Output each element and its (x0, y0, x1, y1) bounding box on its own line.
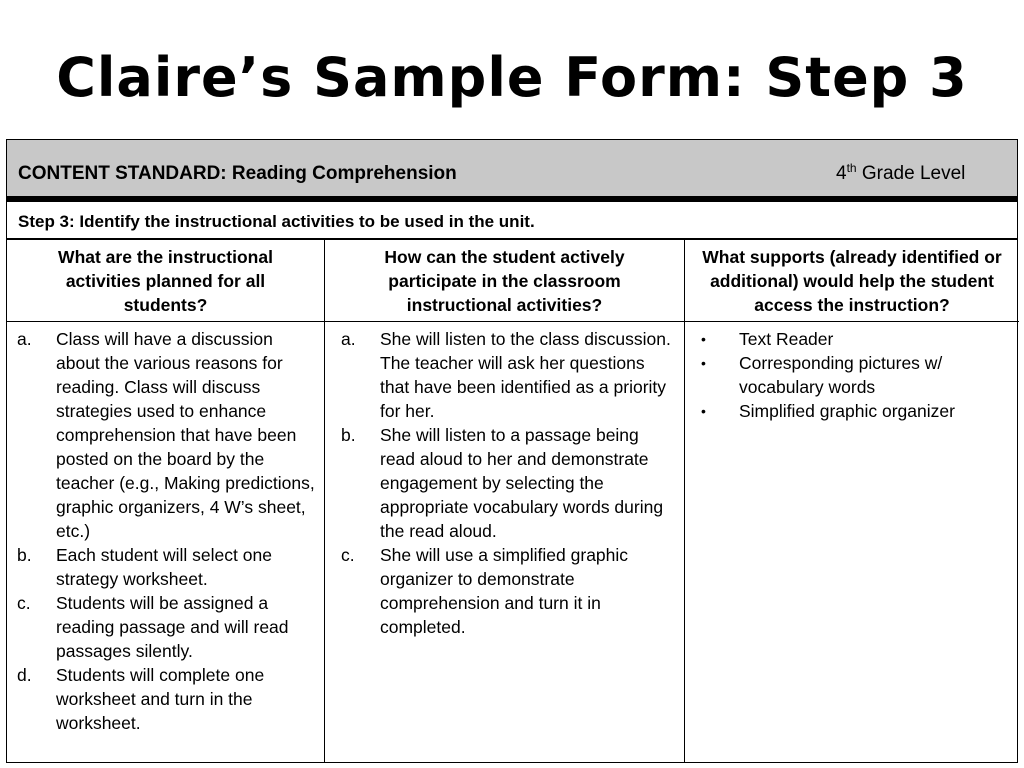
sample-form-table (6, 139, 1018, 763)
list-item-text: Text Reader (739, 329, 834, 349)
participation-column (324, 322, 684, 762)
list-item-text: She will listen to the class discussion. The teacher will ask her questions that have been identified as a priority for her. (380, 329, 671, 421)
list-item (685, 327, 1019, 351)
supports-list (685, 327, 1019, 423)
column-heading-participation: How can the student actively participate in the classroom instructional activities? (324, 240, 684, 322)
list-item-text: She will use a simplified graphic organizer to demonstrate comprehension and turn it in completed. (380, 545, 629, 637)
grade-ordinal-suffix: th (846, 161, 857, 175)
list-marker: c. (341, 545, 355, 565)
list-item-text: Students will be assigned a reading passage and will read passages silently. (56, 593, 289, 661)
bullet-icon: • (701, 403, 706, 419)
column-heading-activities: What are the instructional activities planned for all students? (7, 240, 324, 322)
list-item (7, 591, 324, 663)
page-title: Claire’s Sample Form: Step 3 (56, 46, 968, 109)
list-item (7, 327, 324, 543)
list-item (7, 663, 324, 735)
content-standard-label: CONTENT STANDARD: Reading Comprehension (18, 163, 457, 184)
activities-column (7, 322, 324, 762)
supports-column (684, 322, 1019, 762)
list-item-text: Class will have a discussion about the various reasons for reading. Class will discuss strategies used to enhance comprehension that have been posted on the board by the teacher (e.g., Making predictions, graphic organizers, 4 W’s sheet, etc.) (56, 329, 315, 541)
list-marker: b. (17, 545, 32, 565)
participation-list (325, 327, 684, 639)
list-item-text: Simplified graphic organizer (739, 401, 955, 421)
list-marker: d. (17, 665, 32, 685)
list-item (325, 327, 684, 423)
step-instruction: Step 3: Identify the instructional activities to be used in the unit. (7, 202, 1017, 240)
list-item-text: Each student will select one strategy worksheet. (56, 545, 272, 589)
list-item (325, 423, 684, 543)
list-item-text: Students will complete one worksheet and turn in the worksheet. (56, 665, 265, 733)
grade-level (836, 163, 965, 185)
list-item (325, 543, 684, 639)
grade-level-text: Grade Level (856, 163, 966, 184)
list-marker: c. (17, 593, 31, 613)
list-item-text: Corresponding pictures w/ vocabulary words (739, 353, 943, 397)
bullet-icon: • (701, 331, 706, 347)
list-marker: a. (17, 329, 32, 349)
list-item (685, 399, 1019, 423)
list-item (7, 543, 324, 591)
list-marker: b. (341, 425, 356, 445)
content-standard-header (7, 140, 1017, 202)
activities-list (7, 327, 324, 735)
list-item-text: She will listen to a passage being read aloud to her and demonstrate engagement by selecting the appropriate vocabulary words during the read aloud. (380, 425, 664, 541)
list-item (685, 351, 1019, 399)
grade-number: 4 (836, 163, 847, 184)
column-heading-supports: What supports (already identified or additional) would help the student access the instruction? (684, 240, 1019, 322)
list-marker: a. (341, 329, 356, 349)
bullet-icon: • (701, 355, 706, 371)
